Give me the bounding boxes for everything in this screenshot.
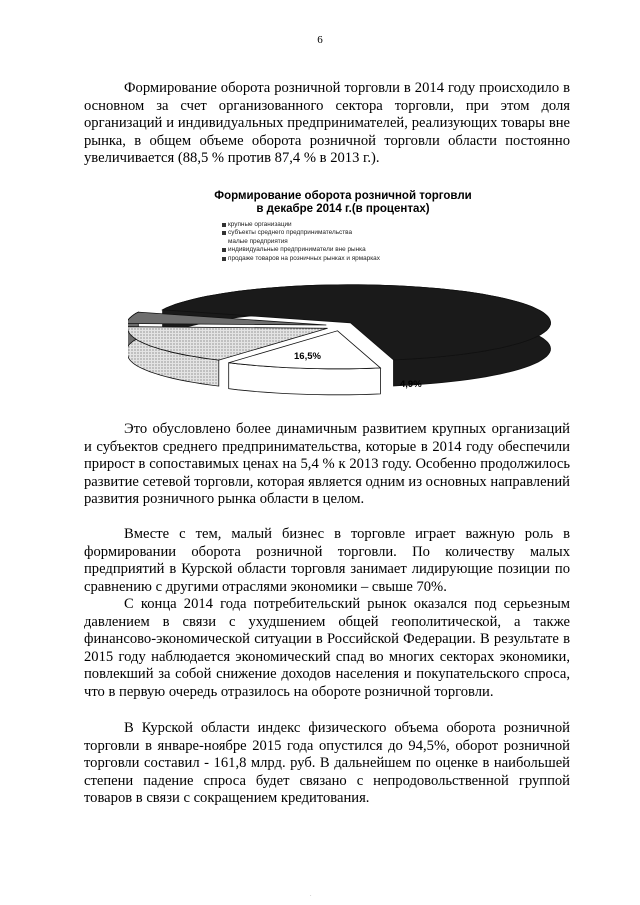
- legend-label: малые предприятия: [228, 237, 288, 245]
- pie-graphic: [128, 190, 558, 400]
- legend-label: субъекты среднего предпринимательства: [228, 229, 353, 237]
- slice-data-label: 16,5%: [294, 351, 321, 362]
- legend-label: продаже товаров на розничных рынках и ярмарках: [228, 254, 380, 262]
- pie-chart: [128, 190, 558, 400]
- legend-label: крупные организации: [228, 221, 292, 228]
- paragraph-5: В Курской области индекс физического объема оборота розничной торговли в январе-ноябре 2015 года опустился до 94,5%, оборот розничной торговли составил - 161,8 млрд. руб. В дальнейшем по оценке в наибольшей степени падение спроса будет связано с непродовольственной группой товаров в связи с сокращением кредитования.: [84, 720, 570, 807]
- paragraph-4: С конца 2014 года потребительский рынок оказался под серьезным давлением в связи с ухудшением общей геополитической, а также финансово-экономической ситуации в Российской Федерации. В результате в 2015 году наблюдается экономический спад во многих секторах экономики, повлекший за собой снижение доходов населения и покупательского спроса, что в первую очередь отразилось на обороте розничной торговли.: [84, 596, 570, 700]
- paragraph-1: Формирование оборота розничной торговли в 2014 году происходило в основном за счет организованного сектора торговли, при этом доля организаций и индивидуальных предпринимателей, реализующих товары вне рынка, в общем объеме оборота розничной торговли области постоянно увеличивается (88,5 % против 87,4 % в 2013 г.).: [84, 80, 570, 167]
- slice-data-label: 4,9%: [400, 379, 422, 390]
- page-number: 6: [317, 34, 323, 46]
- chart-title-line-1: Формирование оборота розничной торговли: [214, 190, 472, 202]
- footer-mark: .: [310, 892, 312, 898]
- chart-title-line-2: в декабре 2014 г.(в процентах): [256, 203, 430, 215]
- paragraph-2: Это обусловлено более динамичным развитием крупных организаций и субъектов среднего предпринимательства, которые в 2014 году обеспечили прирост в сопоставимых ценах на 5,4 % к 2013 году. Особенно продолжилось развитие сетевой торговли, которая является одним из основных направлений развития розничного рынка области в целом.: [84, 421, 570, 508]
- legend-label: индивидуальные предприниматели вне рынка: [228, 246, 366, 254]
- paragraph-3: Вместе с тем, малый бизнес в торговле играет важную роль в формировании оборота розничной торговли. По количеству малых предприятий в Курской области торговля занимает лидирующие позиции по сравнению с другими отраслями экономики – свыше 70%.: [84, 526, 570, 595]
